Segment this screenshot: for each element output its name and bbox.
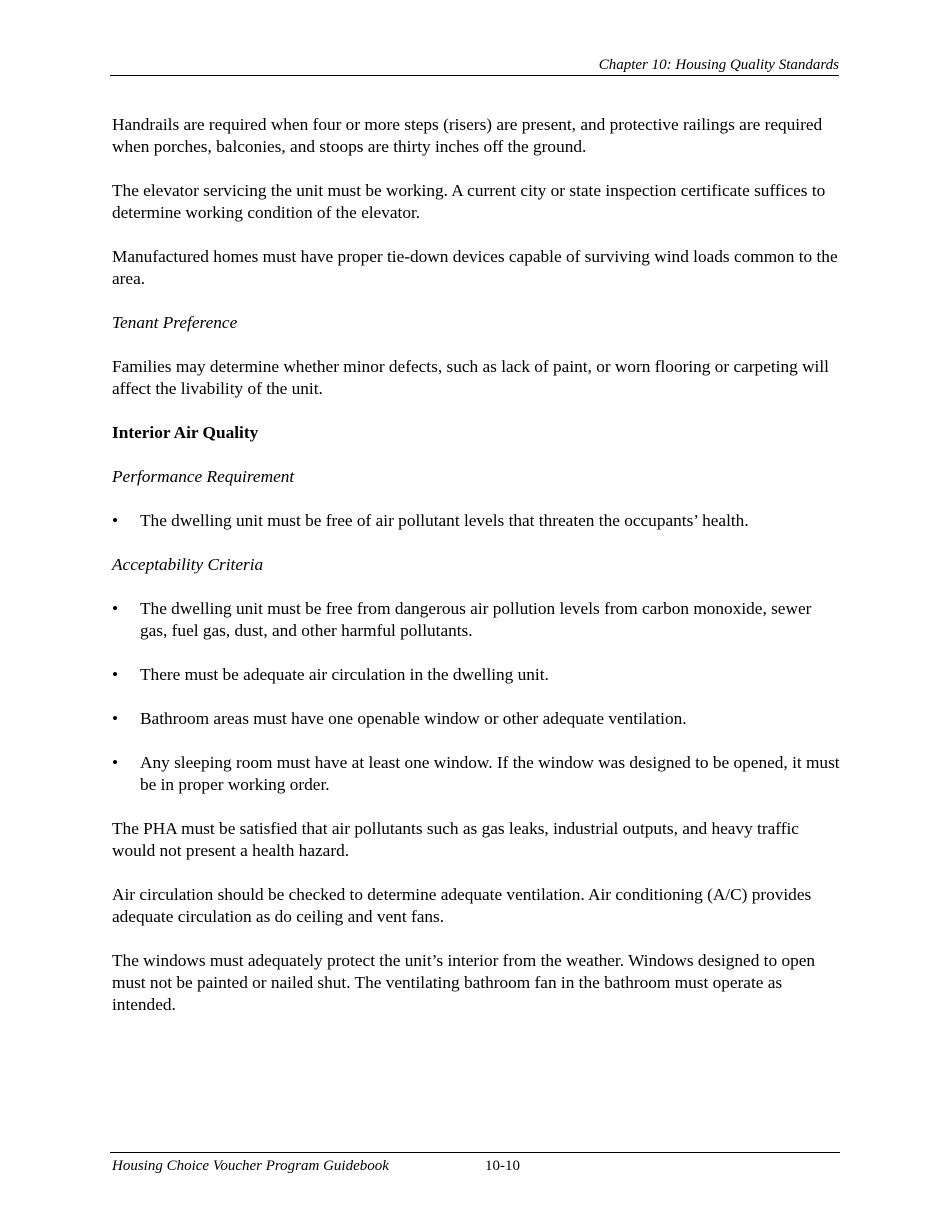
bullet-text: Any sleeping room must have at least one window. If the window was designed to be opened, it must be in proper working order. <box>140 753 840 794</box>
bullet-text: There must be adequate air circulation in the dwelling unit. <box>140 665 549 684</box>
paragraph-windows: The windows must adequately protect the unit’s interior from the weather. Windows designed to open must not be painted or nailed shut. The ventilating bathroom fan in the bathroom must operate as intended. <box>112 951 816 1014</box>
paragraph-air-circulation: Air circulation should be checked to determine adequate ventilation. Air conditioning (A/C) provides adequate circulation as do ceiling and vent fans. <box>112 885 812 926</box>
page-header <box>110 56 839 76</box>
bullet-item <box>112 598 840 642</box>
page-footer <box>110 1152 840 1174</box>
tenant-preference-heading: Tenant Preference <box>112 313 238 332</box>
section-heading-interior-air-quality: Interior Air Quality <box>112 423 259 442</box>
paragraph-pha: The PHA must be satisfied that air pollutants such as gas leaks, industrial outputs, and heavy traffic would not present a health hazard. <box>112 819 799 860</box>
acceptability-criteria-heading: Acceptability Criteria <box>112 555 264 574</box>
bullet-icon: • <box>112 599 119 618</box>
bullet-icon: • <box>112 709 119 728</box>
page-number: 10-10 <box>485 1158 520 1174</box>
bullet-icon: • <box>112 511 119 530</box>
bullet-text: The dwelling unit must be free of air pollutant levels that threaten the occupants’ health. <box>140 511 749 530</box>
chapter-title: Chapter 10: Housing Quality Standards <box>598 57 839 73</box>
paragraph-elevator: The elevator servicing the unit must be working. A current city or state inspection certificate suffices to determine working condition of the elevator. <box>112 181 826 222</box>
page-body <box>112 114 840 1038</box>
acceptability-bullet-list <box>112 598 840 796</box>
bullet-icon: • <box>112 753 119 772</box>
bullet-item <box>112 664 840 686</box>
guidebook-title: Housing Choice Voucher Program Guidebook <box>112 1158 389 1174</box>
bullet-icon: • <box>112 665 119 684</box>
bullet-text: The dwelling unit must be free from dangerous air pollution levels from carbon monoxide, sewer gas, fuel gas, dust, and other harmful pollutants. <box>140 599 812 640</box>
bullet-item <box>112 708 840 730</box>
bullet-item <box>112 752 840 796</box>
bullet-item <box>112 510 840 532</box>
paragraph-manufactured-homes: Manufactured homes must have proper tie-down devices capable of surviving wind loads common to the area. <box>112 247 838 288</box>
paragraph-handrails: Handrails are required when four or more steps (risers) are present, and protective railings are required when porches, balconies, and stoops are thirty inches off the ground. <box>112 115 823 156</box>
bullet-text: Bathroom areas must have one openable window or other adequate ventilation. <box>140 709 687 728</box>
performance-bullet-list <box>112 510 840 532</box>
performance-requirement-heading: Performance Requirement <box>112 467 295 486</box>
paragraph-families: Families may determine whether minor defects, such as lack of paint, or worn flooring or carpeting will affect the livability of the unit. <box>112 357 829 398</box>
